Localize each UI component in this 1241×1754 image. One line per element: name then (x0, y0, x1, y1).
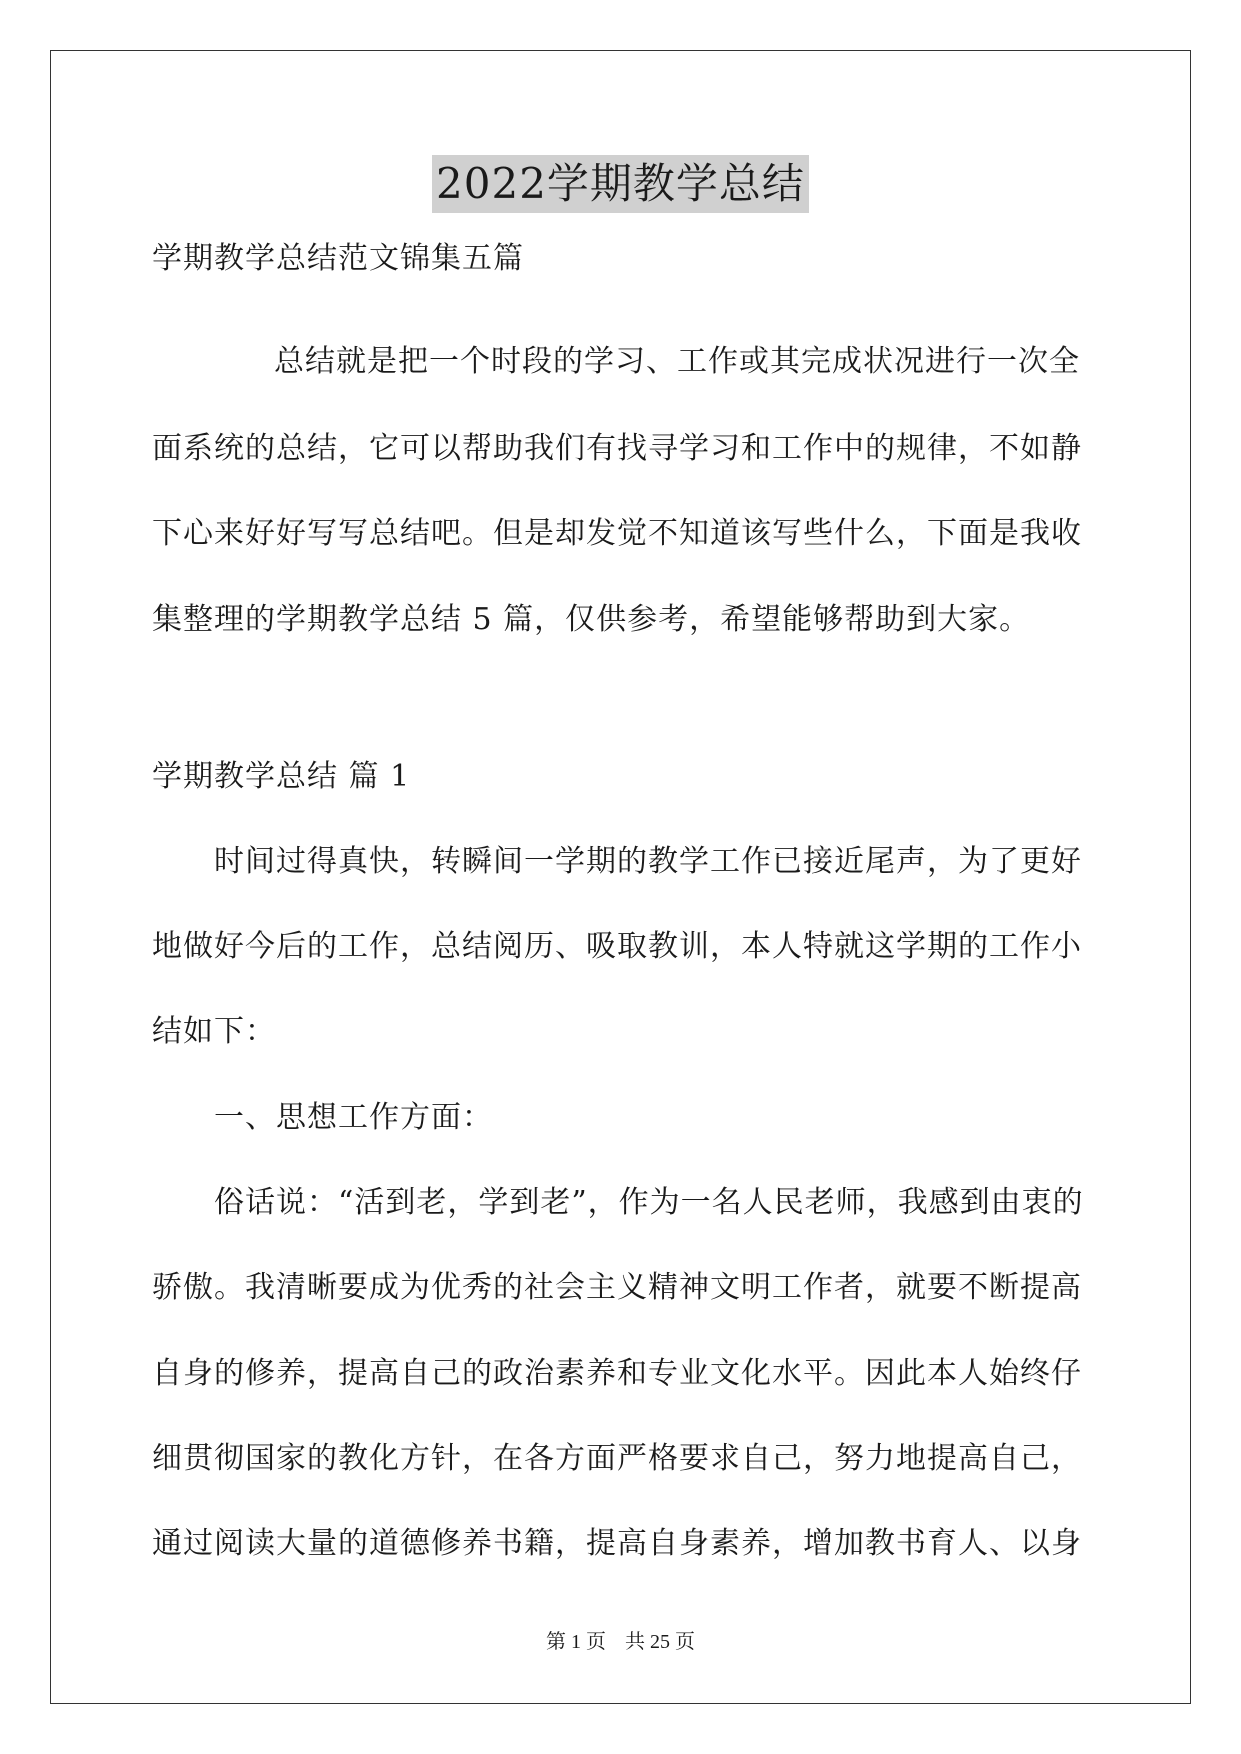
total-pages: 共 25 页 (625, 1631, 695, 1653)
document-subtitle: 学期教学总结范文锦集五篇 (152, 241, 524, 276)
para2-line-1: 俗话说：“活到老，学到老”，作为一名人民老师，我感到由衷的 (214, 1185, 1084, 1220)
para2-line-3: 自身的修养，提高自己的政治素养和专业文化水平。因此本人始终仔 (152, 1356, 1082, 1391)
document-title: 2022学期教学总结 (0, 155, 1241, 213)
para1-line-2: 地做好今后的工作，总结阅历、吸取教训，本人特就这学期的工作小 (152, 929, 1082, 964)
para2-line-4: 细贯彻国家的教化方针，在各方面严格要求自己，努力地提高自己， (152, 1441, 1082, 1476)
para2-line-5: 通过阅读大量的道德修养书籍，提高自身素养，增加教书育人、以身 (152, 1526, 1082, 1561)
page-number: 第 1 页 (546, 1631, 606, 1653)
para1-line-3: 结如下： (152, 1014, 276, 1049)
section-heading: 学期教学总结 篇 1 (152, 759, 411, 794)
intro-line-4: 集整理的学期教学总结 5 篇，仅供参考，希望能够帮助到大家。 (152, 602, 1031, 637)
para2-line-2: 骄傲。我清晰要成为优秀的社会主义精神文明工作者，就要不断提高 (152, 1270, 1082, 1305)
intro-line-3: 下心来好好写写总结吧。但是却发觉不知道该写些什么，下面是我收 (152, 516, 1082, 551)
sub-heading: 一、思想工作方面： (214, 1100, 493, 1135)
intro-line-1: 总结就是把一个时段的学习、工作或其完成状况进行一次全 (274, 344, 1080, 379)
para1-line-1: 时间过得真快，转瞬间一学期的教学工作已接近尾声，为了更好 (214, 844, 1082, 879)
page-footer (0, 1629, 1241, 1655)
intro-line-2: 面系统的总结，它可以帮助我们有找寻学习和工作中的规律，不如静 (152, 431, 1082, 466)
